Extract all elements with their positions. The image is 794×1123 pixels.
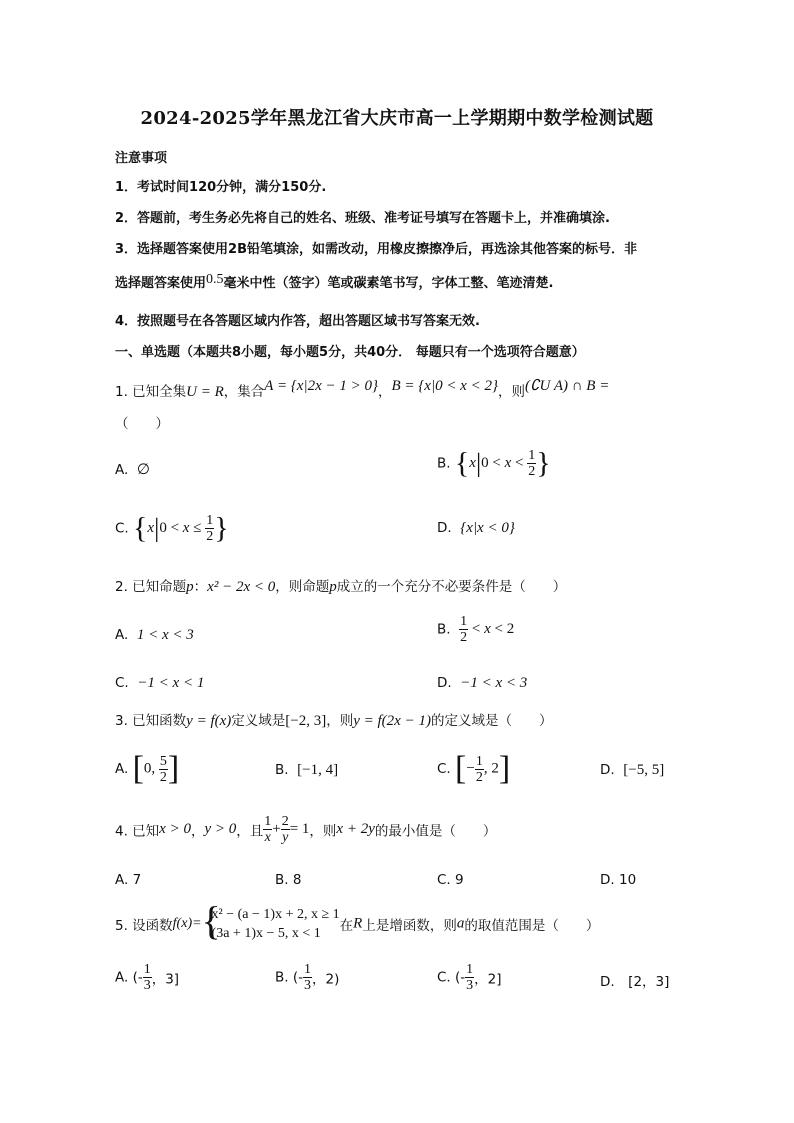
q1-option-b-label: B. bbox=[437, 455, 451, 472]
notice-item-3: 3．选择题答案使用2B铅笔填涂，如需改动，用橡皮擦擦净后，再选涂其他答案的标号．非 bbox=[115, 242, 638, 257]
notice-item-3-continued bbox=[115, 272, 553, 291]
q3-domain: [−2, 3] bbox=[285, 713, 327, 729]
q3-option-c: C. [− $\frac{1}{2}$ , 2] bbox=[437, 750, 511, 787]
q2-p: p bbox=[186, 579, 194, 595]
q2-option-b: B. $\frac{1}{2}$ < x < 2 bbox=[437, 614, 515, 645]
page-title: 2024-2025学年黑龙江省大庆市高一上学期期中数学检测试题 bbox=[140, 108, 654, 129]
q3-option-d-label: D. bbox=[600, 762, 615, 778]
notice-item-4: 4．按照题号在各答题区域内作答，超出答题区域书写答案无效. bbox=[115, 314, 480, 329]
q3-prefix: 3. 已知函数 bbox=[115, 713, 187, 729]
q2-option-c bbox=[115, 675, 204, 692]
q5-mid2: 上是增函数，则 bbox=[362, 918, 457, 934]
q2-option-d-label: D. bbox=[437, 675, 452, 691]
q1-option-c-label: C. bbox=[115, 520, 129, 537]
q4-then: ，则 bbox=[309, 823, 337, 840]
q3-option-a-label: A. bbox=[115, 761, 129, 777]
q2-p2: p bbox=[329, 579, 337, 595]
q5-option-b-pre: B. (- bbox=[275, 969, 303, 986]
q5-option-a-pre: A. (- bbox=[115, 969, 143, 986]
notice-item-3-number: 0.5 bbox=[206, 272, 224, 287]
q5-piece-1: x² − (a − 1)x + 2, x ≥ 1 bbox=[211, 907, 340, 922]
q5-option-b: B. (- $\frac{1}{3}$ ，2) bbox=[275, 962, 340, 993]
q3-option-b-label: B. bbox=[275, 762, 289, 778]
q2-option-a-label: A. bbox=[115, 627, 129, 643]
q2-option-d-value: −1 < x < 3 bbox=[460, 675, 528, 691]
q1-prefix: 1. 已知全集 bbox=[115, 384, 187, 400]
q5-option-a-post: ，3] bbox=[151, 971, 180, 988]
q5-option-c-pre: C. (- bbox=[437, 969, 466, 986]
q4-rest: 的最小值是（ ） bbox=[374, 823, 497, 840]
q2-option-c-label: C. bbox=[115, 675, 129, 691]
q5-option-c: C. (- $\frac{1}{3}$ ，2] bbox=[437, 962, 502, 993]
q1-option-b: B. {x|0 < x < $\frac{1}{2}$ } bbox=[437, 446, 551, 480]
q1-set-a: A = {x|2x − 1 > 0} bbox=[264, 378, 378, 394]
notice-item-2: 2．答题前，考生务必先将自己的姓名、班级、准考证号填写在答题卡上，并准确填涂. bbox=[115, 211, 610, 226]
q3-option-b bbox=[275, 762, 338, 779]
q2-option-d bbox=[437, 675, 527, 692]
q2-rest: ，则命题 bbox=[275, 579, 330, 595]
q3-composite: y = f(2x − 1) bbox=[353, 713, 431, 729]
q3-option-c-label: C. bbox=[437, 761, 451, 777]
q1-option-a bbox=[115, 460, 150, 479]
q1-option-d bbox=[437, 520, 515, 537]
q1-universal-set: U = R bbox=[186, 384, 224, 400]
question-5 bbox=[115, 898, 600, 943]
q1-option-c: C. {x|0 < x ≤ $\frac{1}{2}$ } bbox=[115, 511, 229, 545]
q5-option-c-post: ，2] bbox=[474, 971, 502, 988]
q1-option-a-value: ∅ bbox=[136, 462, 150, 478]
question-4: 4. 已知x > 0，y > 0，且 $\frac{1}{x}$ + $\frac{2}{y}$ = 1，则x + 2y的最小值是（ ） bbox=[115, 814, 497, 845]
q3-option-d bbox=[600, 762, 664, 779]
q1-option-d-label: D. bbox=[437, 520, 452, 536]
q2-option-c-value: −1 < x < 1 bbox=[137, 675, 205, 691]
q2-rest2: 成立的一个充分不必要条件是（ ） bbox=[336, 579, 567, 595]
q5-mid: 在 bbox=[339, 918, 354, 934]
q4-eq: = 1 bbox=[289, 821, 310, 837]
q4-option-c: C. 9 bbox=[437, 872, 464, 888]
notice-item-3-text-b: 毫米中性（签字）笔或碳素笔书写，字体工整、笔迹清楚. bbox=[223, 276, 554, 291]
q2-option-b-label: B. bbox=[437, 621, 451, 638]
q4-prefix: 4. 已知 bbox=[115, 823, 160, 840]
q1-set-b: B = {x|0 < x < 2} bbox=[391, 378, 498, 394]
q2-prefix: 2. 已知命题 bbox=[115, 579, 187, 595]
q1-paren: （ ） bbox=[115, 416, 169, 432]
q5-rest: 的取值范围是（ ） bbox=[464, 918, 600, 934]
q3-rest: 的定义域是（ ） bbox=[430, 713, 553, 729]
q1-option-a-label: A. bbox=[115, 462, 129, 478]
q3-option-d-value: [−5, 5] bbox=[623, 762, 665, 778]
q1-expression: (∁U A) ∩ B = bbox=[524, 378, 610, 394]
q5-option-a: A. (- $\frac{1}{3}$ ，3] bbox=[115, 962, 180, 993]
section-heading: 一、单选题（本题共8小题，每小题5分，共40分． 每题只有一个选项符合题意） bbox=[115, 345, 585, 360]
q3-option-a: A. [0, $\frac{5}{2}$ ] bbox=[115, 750, 180, 787]
q4-cond-y: y > 0 bbox=[204, 821, 237, 837]
q2-option-a-value: 1 < x < 3 bbox=[136, 627, 194, 643]
question-1: 1. 已知全集U = R，集合A = {x|2x − 1 > 0}，B = {x|0 < x < 2}，则(∁U A) ∩ B = bbox=[115, 378, 610, 400]
q5-f: f(x)= bbox=[172, 916, 202, 931]
notice-item-1: 1．考试时间120分钟，满分150分. bbox=[115, 180, 327, 195]
q1-then: ，则 bbox=[497, 384, 525, 400]
q3-function: y = f(x) bbox=[186, 713, 232, 729]
q2-expression: x² − 2x < 0 bbox=[207, 579, 276, 595]
q4-mid: ，且 bbox=[236, 823, 264, 840]
q4-expression: x + 2y bbox=[336, 821, 375, 837]
q3-option-b-value: [−1, 4] bbox=[297, 762, 339, 778]
q4-cond-x: x > 0 bbox=[159, 821, 191, 837]
question-3 bbox=[115, 709, 552, 730]
q5-option-b-post: ，2) bbox=[311, 971, 340, 988]
q5-prefix: 5. 设函数 bbox=[115, 918, 173, 934]
question-2: 2. 已知命题p：x² − 2x < 0，则命题p成立的一个充分不必要条件是（ ） bbox=[115, 579, 567, 595]
q3-mid2: ，则 bbox=[326, 713, 354, 729]
q1-mid: ，集合 bbox=[223, 384, 265, 400]
q4-option-d: D. 10 bbox=[600, 872, 637, 888]
q5-R: R bbox=[353, 915, 363, 932]
q4-option-a: A. 7 bbox=[115, 872, 142, 888]
q5-a: a bbox=[456, 915, 465, 932]
q4-option-b: B. 8 bbox=[275, 872, 302, 888]
q5-option-d: D. [2，3] bbox=[600, 974, 670, 990]
q2-option-a bbox=[115, 627, 194, 644]
notice-heading: 注意事项 bbox=[115, 151, 168, 166]
q5-piecewise: { x² − (a − 1)x + 2, x ≥ 1 (3a + 1)x − 5, x < 1 bbox=[201, 898, 340, 943]
q3-mid: 定义域是 bbox=[231, 713, 286, 729]
notice-item-3-text-a: 选择题答案使用 bbox=[115, 276, 207, 291]
q5-piece-2: (3a + 1)x − 5, x < 1 bbox=[211, 926, 321, 941]
q1-option-d-value: {x|x < 0} bbox=[460, 520, 515, 536]
